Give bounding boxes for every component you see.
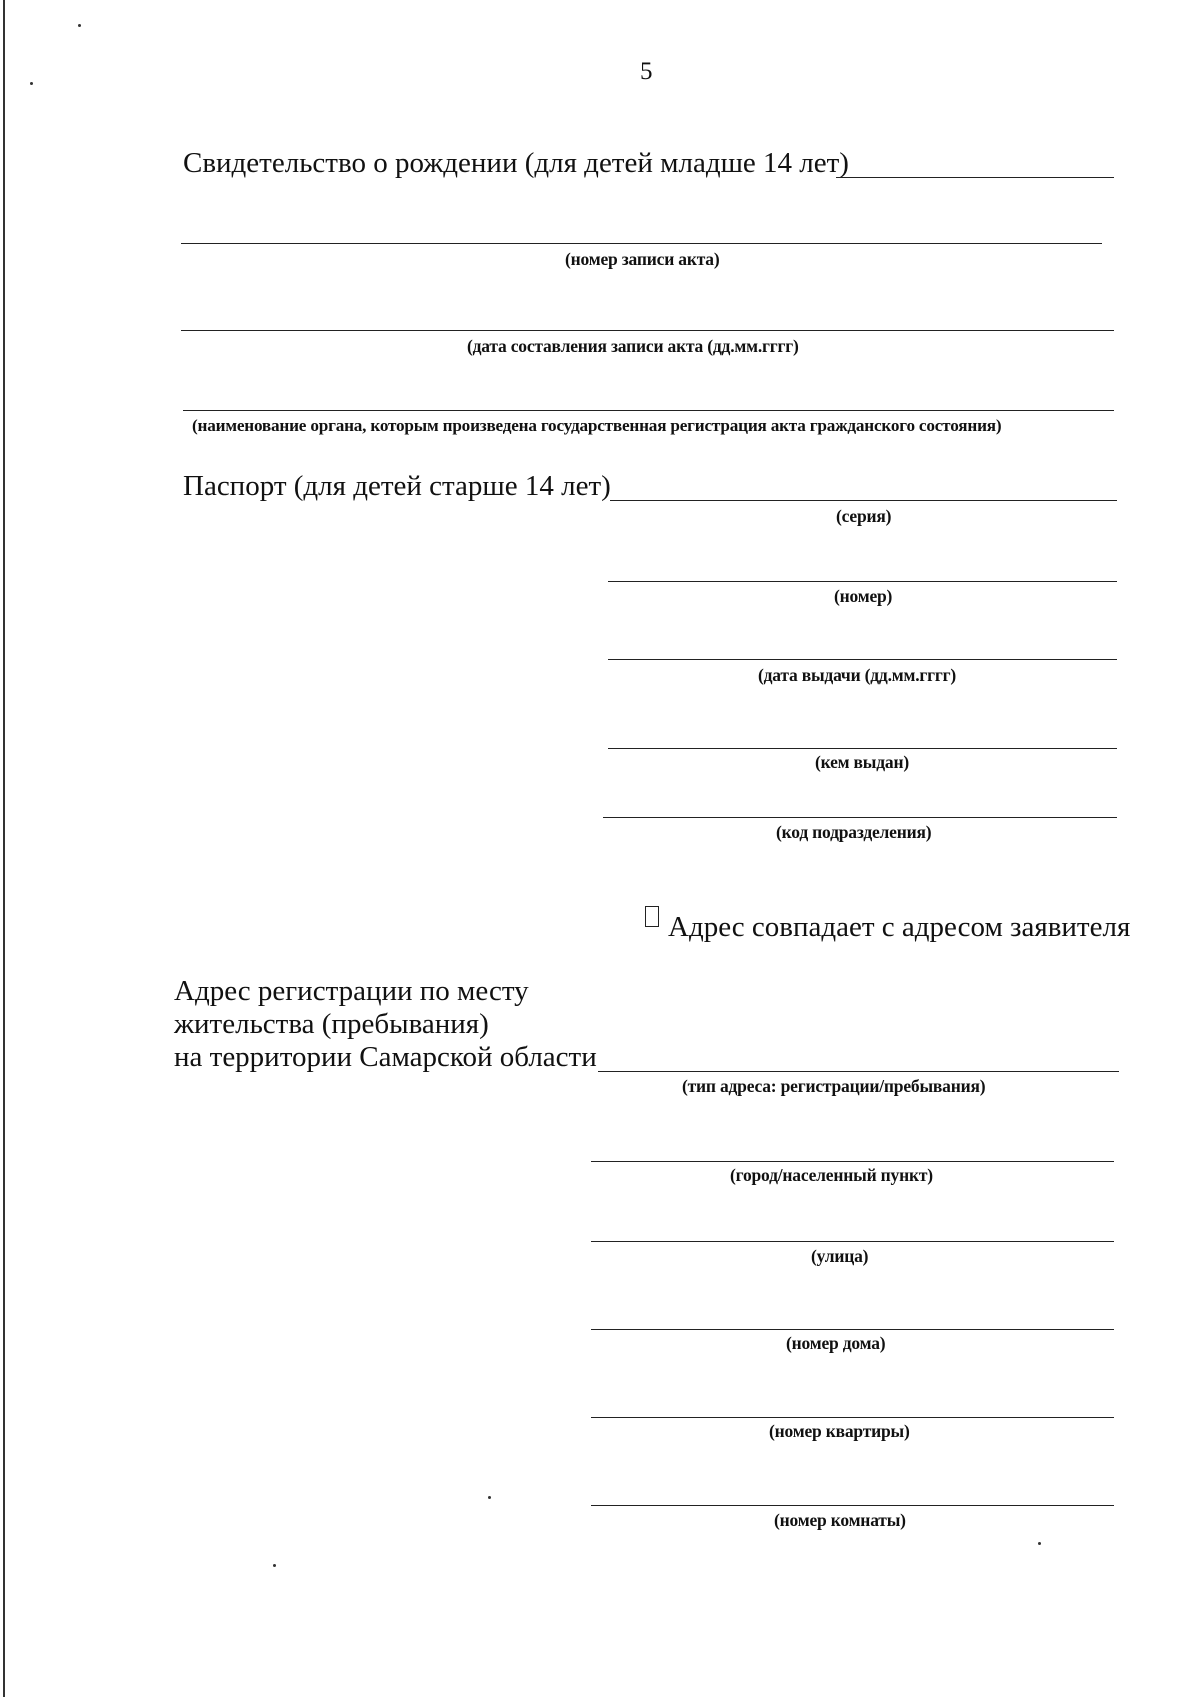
address-street-line[interactable]	[591, 1241, 1114, 1242]
scan-speck	[488, 1496, 491, 1499]
registry-office-line[interactable]	[183, 410, 1114, 411]
same-address-label: Адрес совпадает с адресом заявителя	[668, 911, 1131, 943]
address-street-caption: (улица)	[811, 1246, 869, 1266]
address-city-caption: (город/населенный пункт)	[730, 1165, 933, 1185]
page-number: 5	[640, 58, 653, 85]
passport-division-code-line[interactable]	[603, 817, 1117, 818]
scan-speck	[78, 24, 81, 27]
passport-number-line[interactable]	[608, 581, 1117, 582]
address-house-line[interactable]	[591, 1329, 1114, 1330]
address-city-line[interactable]	[591, 1161, 1114, 1162]
address-apartment-caption: (номер квартиры)	[769, 1421, 910, 1441]
page-scan-edge	[3, 0, 5, 1697]
record-date-caption: (дата составления записи акта (дд.мм.гггг)	[467, 336, 799, 356]
record-number-line[interactable]	[181, 243, 1102, 244]
same-address-checkbox[interactable]	[645, 906, 659, 927]
registry-office-caption: (наименование органа, которым произведена государственная регистрация акта гражданского состояния)	[192, 416, 1002, 435]
scan-speck	[30, 82, 33, 85]
address-type-caption: (тип адреса: регистрации/пребывания)	[682, 1076, 986, 1096]
passport-label: Паспорт (для детей старше 14 лет)	[183, 470, 611, 502]
passport-division-code-caption: (код подразделения)	[776, 822, 932, 842]
address-label-line1: Адрес регистрации по месту	[174, 975, 529, 1007]
passport-issued-by-caption: (кем выдан)	[815, 752, 909, 772]
address-type-line[interactable]	[598, 1071, 1119, 1072]
passport-issue-date-line[interactable]	[608, 659, 1117, 660]
address-label-line3: на территории Самарской области	[174, 1041, 597, 1073]
address-room-line[interactable]	[591, 1505, 1114, 1506]
record-date-line[interactable]	[181, 330, 1114, 331]
address-label-line2: жительства (пребывания)	[174, 1008, 489, 1040]
scan-speck	[1038, 1542, 1041, 1545]
passport-issued-by-line[interactable]	[608, 748, 1117, 749]
passport-issue-date-caption: (дата выдачи (дд.мм.гггг)	[758, 665, 956, 685]
birth-certificate-line[interactable]	[836, 177, 1114, 178]
scan-speck	[273, 1564, 276, 1567]
address-room-caption: (номер комнаты)	[774, 1510, 906, 1530]
birth-certificate-label: Свидетельство о рождении (для детей младше 14 лет)	[183, 147, 849, 179]
record-number-caption: (номер записи акта)	[565, 249, 720, 269]
passport-series-line[interactable]	[610, 500, 1117, 501]
address-house-caption: (номер дома)	[786, 1333, 886, 1353]
passport-number-caption: (номер)	[834, 586, 893, 606]
passport-series-caption: (серия)	[836, 506, 892, 526]
address-apartment-line[interactable]	[591, 1417, 1114, 1418]
